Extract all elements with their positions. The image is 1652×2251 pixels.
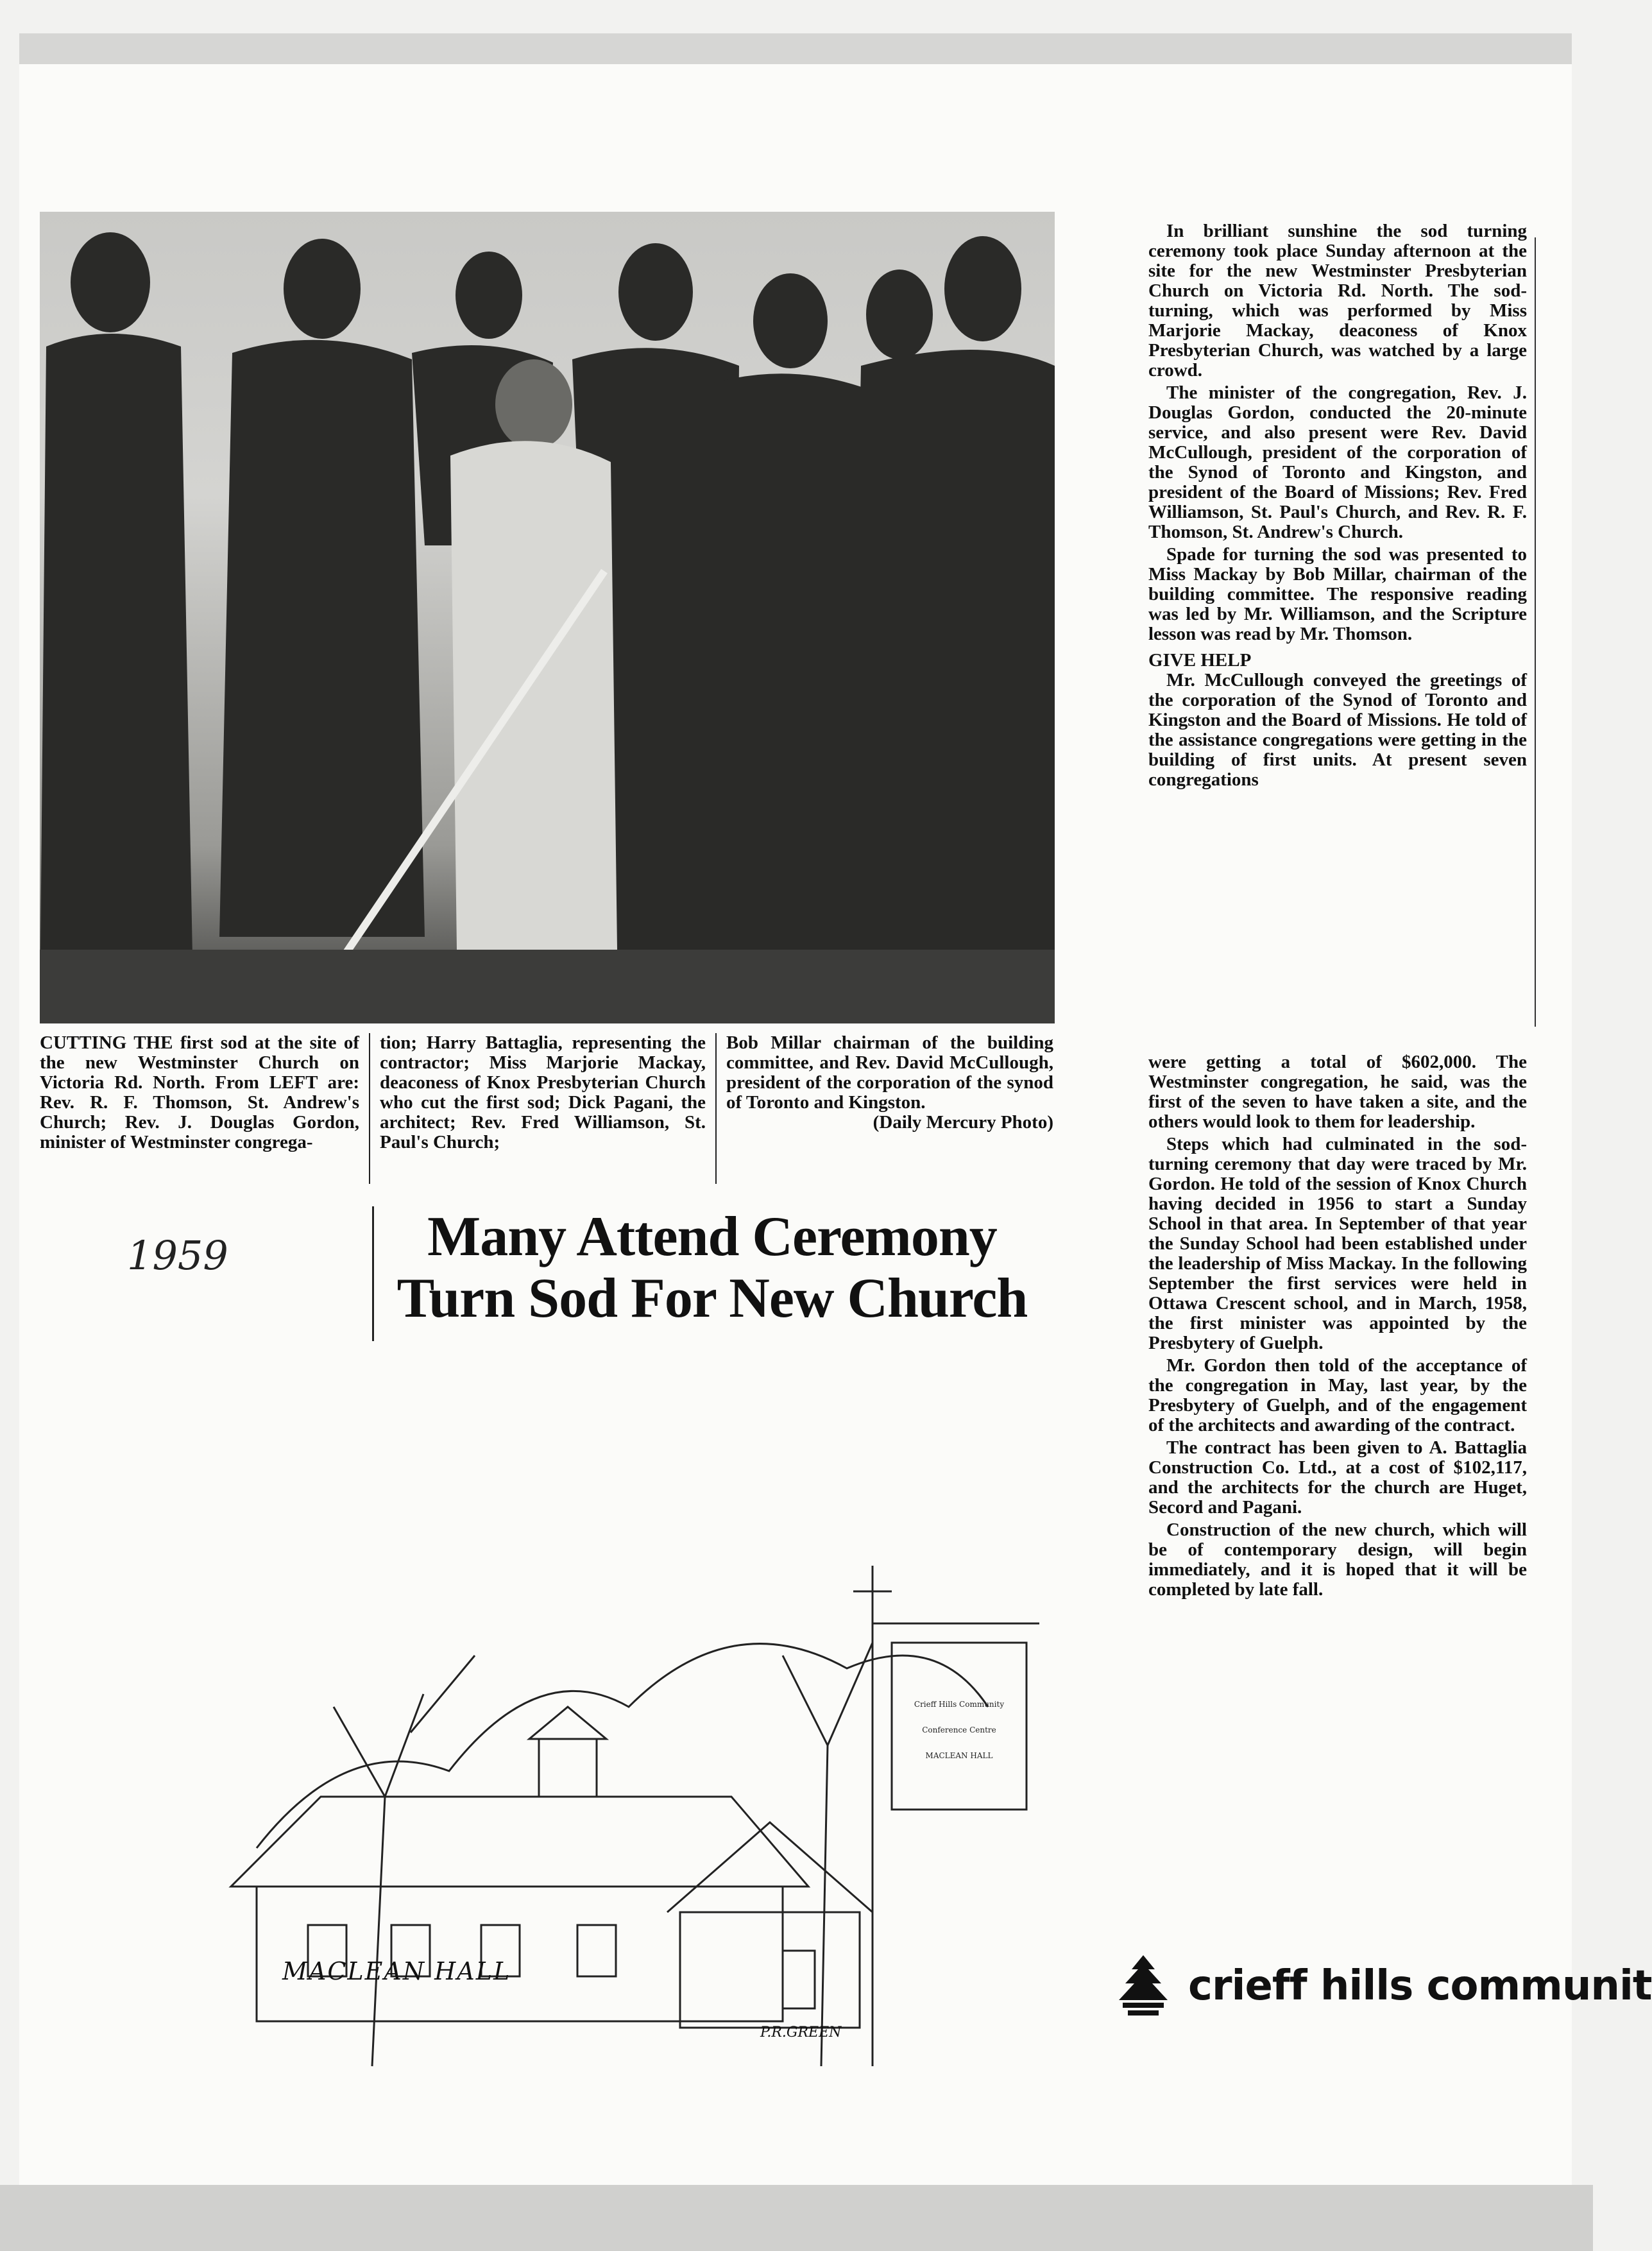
sign-line: MACLEAN HALL bbox=[925, 1751, 993, 1760]
headline-rule bbox=[372, 1206, 374, 1341]
article-paragraph: Steps which had culminated in the sod-turning ceremony that day were traced by Mr. Gordon. He told of the session of Knox Church having decided in 1956 to start a Sunday School in that area. In September of that year the Sunday School had been established under the leadership of Miss Mackay. In the following September the first services were held in Ottawa Crescent school, and in March, 1958, the first minister was appointed by the Presbytery of Guelph. bbox=[1148, 1134, 1527, 1353]
handwritten-year: 1959 bbox=[127, 1232, 228, 1279]
photo-caption-col1: CUTTING THE first sod at the site of the new Westminster Church on Victoria Rd. North. From LEFT are: Rev. R. F. Thomson, St. Andrew's Church; Rev. J. Douglas Gordon, minister of Westminster congrega- bbox=[40, 1032, 359, 1152]
article-subhead: GIVE HELP bbox=[1148, 650, 1252, 671]
scan-top-strip bbox=[19, 33, 1572, 64]
article-column-1 bbox=[1148, 221, 1527, 792]
headline bbox=[385, 1206, 1039, 1330]
article-paragraph: The contract has been given to A. Battaglia Construction Co. Ltd., at a cost of $102,117, and the architects for the church are Huget, Secord and Pagani. bbox=[1148, 1437, 1527, 1518]
article-paragraph: Mr. Gordon then told of the acceptance of the congregation in May, last year, by the Presbytery of Guelph, and of the engagement of the architects and awarding of the contract. bbox=[1148, 1355, 1527, 1435]
scan-bottom-strip bbox=[0, 2185, 1593, 2251]
photo-caption-col3-text: Bob Millar chairman of the building committee, and Rev. David McCullough, president of the corporation of the synod of Toronto and Kingston. bbox=[726, 1032, 1053, 1113]
headline-line1: Many Attend Ceremony bbox=[427, 1206, 997, 1268]
article-paragraph: Mr. McCullough conveyed the greetings of the corporation of the Synod of Toronto and Kingston and the Board of Missions. He told of the assistance congregations were getting in the building of first units. At present seven congregations bbox=[1148, 670, 1527, 790]
article-paragraph: The minister of the congregation, Rev. J. Douglas Gordon, conducted the 20-minute service, and also present were Rev. David McCullough, president of the corporation of the Synod of Toronto and Kingston, and president of the Board of Missions; Rev. Fred Williamson, St. Paul's Church, and Rev. R. F. Thomson, St. Andrew's Church. bbox=[1148, 382, 1527, 542]
group-photo bbox=[40, 212, 1055, 1023]
article-column-2 bbox=[1148, 1052, 1527, 1602]
caption-divider bbox=[715, 1033, 717, 1184]
headline-line2: Turn Sod For New Church bbox=[396, 1267, 1028, 1330]
tree-logo-icon bbox=[1116, 1955, 1170, 2017]
article-column-rule bbox=[1535, 237, 1536, 1027]
caption-divider bbox=[369, 1033, 370, 1184]
article-paragraph: In brilliant sunshine the sod turning ceremony took place Sunday afternoon at the site for the new Westminster Presbyterian Church on Victoria Rd. North. The sod-turning, which was performed by Miss Marjorie Mackay, deaconess of Knox Presbyterian Church, was watched by a large crowd. bbox=[1148, 221, 1527, 381]
sign-line: Conference Centre bbox=[922, 1725, 996, 1734]
logo-text: crieff hills communit bbox=[1188, 1962, 1652, 2010]
artist-signature: P.R.GREEN bbox=[760, 2024, 842, 2041]
crieff-hills-logo bbox=[1116, 1951, 1652, 2021]
sign-line: Crieff Hills Community bbox=[914, 1700, 1005, 1709]
photo-credit: (Daily Mercury Photo) bbox=[873, 1112, 1053, 1133]
group-photo-figures bbox=[40, 212, 1055, 1023]
photo-caption-col3 bbox=[726, 1033, 1053, 1133]
article-paragraph: Spade for turning the sod was presented to Miss Mackay by Bob Millar, chairman of the building committee. The responsive reading was led by Mr. Williamson, and the Scripture lesson was read by Mr. Thomson. bbox=[1148, 544, 1527, 644]
photo-caption-col2: tion; Harry Battaglia, representing the contractor; Miss Marjorie Mackay, deaconess of Knox Presbyterian Church who cut the first sod; Dick Pagani, the architect; Rev. Fred Williamson, St. Paul's Church; bbox=[380, 1032, 706, 1152]
sketch-label: MACLEAN HALL bbox=[282, 1957, 511, 1985]
article-paragraph: Construction of the new church, which will be of contemporary design, will begin immediately, and it is hoped that it will be completed by late fall. bbox=[1148, 1519, 1527, 1600]
article-paragraph: were getting a total of $602,000. The Westminster congregation, he said, was the first of the seven to have taken a site, and the others would look to them for leadership. bbox=[1148, 1052, 1527, 1132]
